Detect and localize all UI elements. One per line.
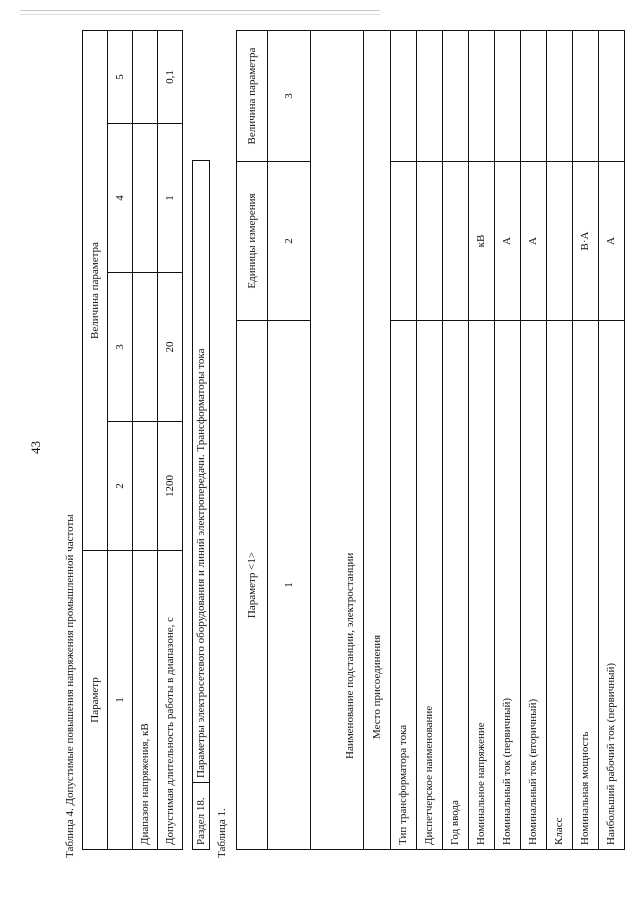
table1-row-unit bbox=[547, 162, 573, 321]
table-row bbox=[599, 31, 625, 850]
document-body bbox=[60, 28, 640, 858]
table4-header-param: Параметр bbox=[83, 551, 108, 850]
table-row bbox=[417, 31, 443, 850]
table1-row-label: Год ввода bbox=[443, 321, 469, 850]
table1-row-value bbox=[391, 31, 417, 162]
table4-cell: 20 bbox=[158, 273, 183, 422]
table1-row-unit: кВ bbox=[469, 162, 495, 321]
table1-row-unit: А bbox=[521, 162, 547, 321]
scan-artifact-line bbox=[20, 14, 380, 15]
table1-row-label: Номинальный ток (вторичный) bbox=[521, 321, 547, 850]
substation-label: Наименование подстанции, электростанции bbox=[343, 552, 356, 759]
table1-attach-row bbox=[364, 31, 391, 850]
table1-row-unit bbox=[417, 162, 443, 321]
table1-row-value bbox=[547, 31, 573, 162]
table1-row-unit bbox=[443, 162, 469, 321]
table4-cell bbox=[133, 273, 158, 422]
table1-header-value: Величина параметра bbox=[237, 31, 268, 162]
table1-row-label: Номинальная мощность bbox=[573, 321, 599, 850]
attach-label: Место присоединения bbox=[370, 634, 383, 739]
table4-cell: 1200 bbox=[158, 422, 183, 551]
table1-header-param: Параметр <1> bbox=[237, 321, 268, 850]
table1-row-unit: А bbox=[599, 162, 625, 321]
table-row bbox=[521, 31, 547, 850]
table-row bbox=[158, 31, 183, 850]
section18-title: Параметры электросетевого оборудования и линий электропередачи. Трансформаторы тока bbox=[193, 161, 210, 783]
table1-row-label: Класс bbox=[547, 321, 573, 850]
table1-spacer bbox=[311, 31, 338, 850]
table1-row-unit: А bbox=[495, 162, 521, 321]
table1-row-value bbox=[521, 31, 547, 162]
table1-row-value bbox=[417, 31, 443, 162]
table1 bbox=[236, 30, 625, 850]
table4-header-value: Величина параметра bbox=[83, 31, 108, 551]
page-number: 43 bbox=[28, 441, 43, 454]
table4-row-label: Диапазон напряжения, кВ bbox=[133, 551, 158, 850]
table1-substation-row bbox=[337, 31, 364, 850]
table4-col-num: 2 bbox=[108, 422, 133, 551]
table4-cell: 0,1 bbox=[158, 31, 183, 124]
table1-col-num: 1 bbox=[268, 321, 311, 850]
table-row bbox=[495, 31, 521, 850]
table1-row-unit bbox=[391, 162, 417, 321]
table4-cell bbox=[133, 422, 158, 551]
table1-row-label: Номинальный ток (первичный) bbox=[495, 321, 521, 850]
table-row bbox=[133, 31, 158, 850]
section18-heading bbox=[192, 160, 210, 850]
table-row bbox=[443, 31, 469, 850]
table1-col-num: 3 bbox=[268, 31, 311, 162]
table4-cell bbox=[133, 124, 158, 273]
scan-artifact-line bbox=[20, 10, 380, 11]
table-row bbox=[547, 31, 573, 850]
table4-caption: Таблица 4. Допустимые повышения напряжения промышленной частоты bbox=[64, 514, 76, 858]
table1-caption: Таблица 1. bbox=[216, 808, 228, 858]
table1-row-label: Диспетчерское наименование bbox=[417, 321, 443, 850]
table4-col-num: 1 bbox=[108, 551, 133, 850]
table1-row-unit: В·А bbox=[573, 162, 599, 321]
table4-col-num: 3 bbox=[108, 273, 133, 422]
table-row bbox=[573, 31, 599, 850]
table1-row-label: Наибольший рабочий ток (первичный) bbox=[599, 321, 625, 850]
table4-cell bbox=[133, 31, 158, 124]
table1-row-label: Номинальное напряжение bbox=[469, 321, 495, 850]
table4-cell: 1 bbox=[158, 124, 183, 273]
table-row bbox=[469, 31, 495, 850]
table1-row-value bbox=[573, 31, 599, 162]
table-row bbox=[391, 31, 417, 850]
table1-row-value bbox=[443, 31, 469, 162]
table1-col-num: 2 bbox=[268, 162, 311, 321]
section18-label: Раздел 18. bbox=[193, 783, 210, 850]
table4-row-label: Допустимая длительность работы в диапазоне, с bbox=[158, 551, 183, 850]
table1-row-label: Тип трансформатора тока bbox=[391, 321, 417, 850]
table1-row-value bbox=[469, 31, 495, 162]
table1-row-value bbox=[599, 31, 625, 162]
table1-row-value bbox=[495, 31, 521, 162]
table4 bbox=[82, 30, 183, 850]
table1-header-units: Единицы измерения bbox=[237, 162, 268, 321]
table4-col-num: 5 bbox=[108, 31, 133, 124]
table4-col-num: 4 bbox=[108, 124, 133, 273]
